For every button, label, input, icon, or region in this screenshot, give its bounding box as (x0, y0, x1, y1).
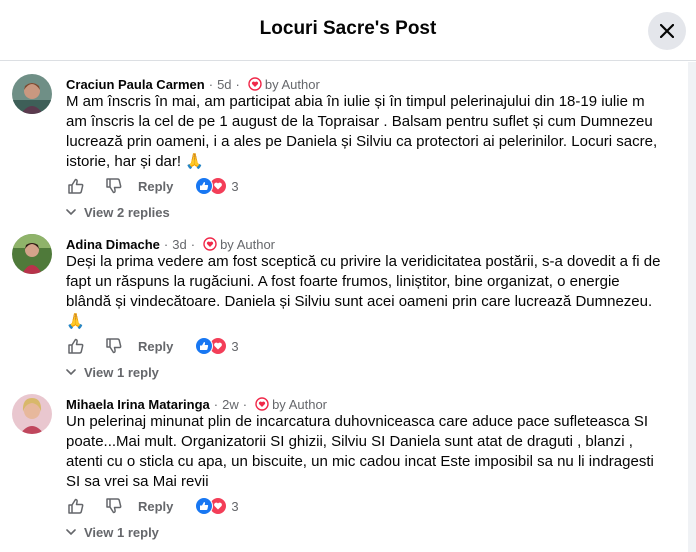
chevron-down-icon (66, 368, 76, 376)
author-name[interactable]: Craciun Paula Carmen (66, 76, 205, 92)
heart-badge-icon (255, 397, 269, 411)
dislike-icon[interactable] (104, 336, 124, 356)
like-icon[interactable] (66, 496, 86, 516)
separator-dot: · (213, 396, 219, 412)
view-replies-button[interactable] (66, 362, 159, 382)
comment-line: blândă și vindecătoare. Daniela și Silviu sunt acei oameni prin care lucrează Dumnezeu. (66, 293, 653, 310)
reaction-summary[interactable] (195, 177, 238, 195)
comment-meta (66, 234, 275, 254)
comment-line: am înscris la cel de pe 1 august de la Topraisar . Balsam pentru suflet și cum Dumnezeu (66, 113, 653, 130)
comment-actions (66, 494, 239, 518)
avatar[interactable] (12, 234, 52, 274)
comment-line: fapt un răspuns la rugăciuni. A fost foarte frumos, liniștitor, bine organizat, o energie (66, 273, 620, 290)
reply-button[interactable]: Reply (138, 178, 174, 194)
author-name[interactable]: Adina Dimache (66, 236, 160, 252)
author-badge: by Author (220, 236, 276, 252)
comment-text (66, 92, 666, 172)
timestamp[interactable]: 3d (172, 236, 187, 252)
comment-text (66, 412, 666, 492)
dislike-icon[interactable] (104, 176, 124, 196)
scrollbar[interactable] (688, 62, 696, 552)
dialog-title: Locuri Sacre's Post (259, 18, 437, 39)
post-dialog-header (0, 0, 696, 61)
view-replies-label: View 2 replies (84, 204, 170, 220)
heart-badge-icon (203, 237, 217, 251)
comment-line: 🙏 (66, 313, 85, 330)
like-icon[interactable] (66, 176, 86, 196)
comment-line: M am înscris în mai, am participat abia în iulie și în timpul pelerinajului din 18-19 iulie m (66, 93, 645, 110)
separator-dot: · (235, 76, 240, 92)
author-name[interactable]: Mihaela Irina Mataringa (66, 396, 210, 412)
comment-actions (66, 334, 239, 358)
close-button[interactable] (648, 12, 686, 50)
separator-dot: · (190, 236, 196, 252)
comment-text (66, 252, 666, 332)
reaction-summary[interactable] (195, 337, 238, 355)
comment-line: Un pelerinaj minunat plin de incarcatura duhovniceasca care aduce pace sufleteasca SI (66, 413, 649, 430)
reaction-summary[interactable] (195, 497, 238, 515)
like-icon[interactable] (66, 336, 86, 356)
avatar[interactable] (12, 394, 52, 434)
author-badge: by Author (264, 76, 320, 92)
reply-button[interactable]: Reply (138, 498, 174, 514)
comment-line: istorie, har și dar! 🙏 (66, 153, 204, 170)
separator-dot: · (242, 396, 248, 412)
avatar[interactable] (12, 74, 52, 114)
comment-line: poate...Mai mult. Organizatorii SI ghizii, Silviu SI Daniela sunt atat de draguti , blanzi , (66, 433, 633, 450)
view-replies-label: View 1 reply (84, 524, 159, 540)
comment-line: lucrează prin oameni, i a ales pe Daniela și Silviu ca protectori ai pelerinilor. Locuri sacre, (66, 133, 658, 150)
reaction-count: 3 (231, 178, 239, 194)
chevron-down-icon (66, 208, 76, 216)
chevron-down-icon (66, 528, 76, 536)
dislike-icon[interactable] (104, 496, 124, 516)
comment-line: atenti cu o sticla cu apa, un biscuite, un mic cadou incat Este imposibil sa nu li indragesti (66, 453, 654, 470)
comment-meta (66, 394, 327, 414)
timestamp[interactable]: 2w (222, 396, 239, 412)
reaction-count: 3 (231, 498, 239, 514)
comment-line: Deși la prima vedere am fost sceptică cu privire la veridicitatea postării, s-a dovedit a fi de (66, 253, 661, 270)
close-icon (660, 24, 674, 38)
comment-actions (66, 174, 239, 198)
view-replies-button[interactable] (66, 522, 159, 542)
heart-badge-icon (248, 77, 262, 91)
view-replies-label: View 1 reply (84, 364, 159, 380)
reply-button[interactable]: Reply (138, 338, 174, 354)
comment-line: SI sa vrei sa Mai revii (66, 473, 209, 490)
separator-dot: · (208, 76, 214, 92)
separator-dot: · (163, 236, 169, 252)
timestamp[interactable]: 5d (217, 76, 232, 92)
view-replies-button[interactable] (66, 202, 170, 222)
comment-meta (66, 74, 320, 94)
author-badge: by Author (272, 396, 328, 412)
reaction-count: 3 (231, 338, 239, 354)
